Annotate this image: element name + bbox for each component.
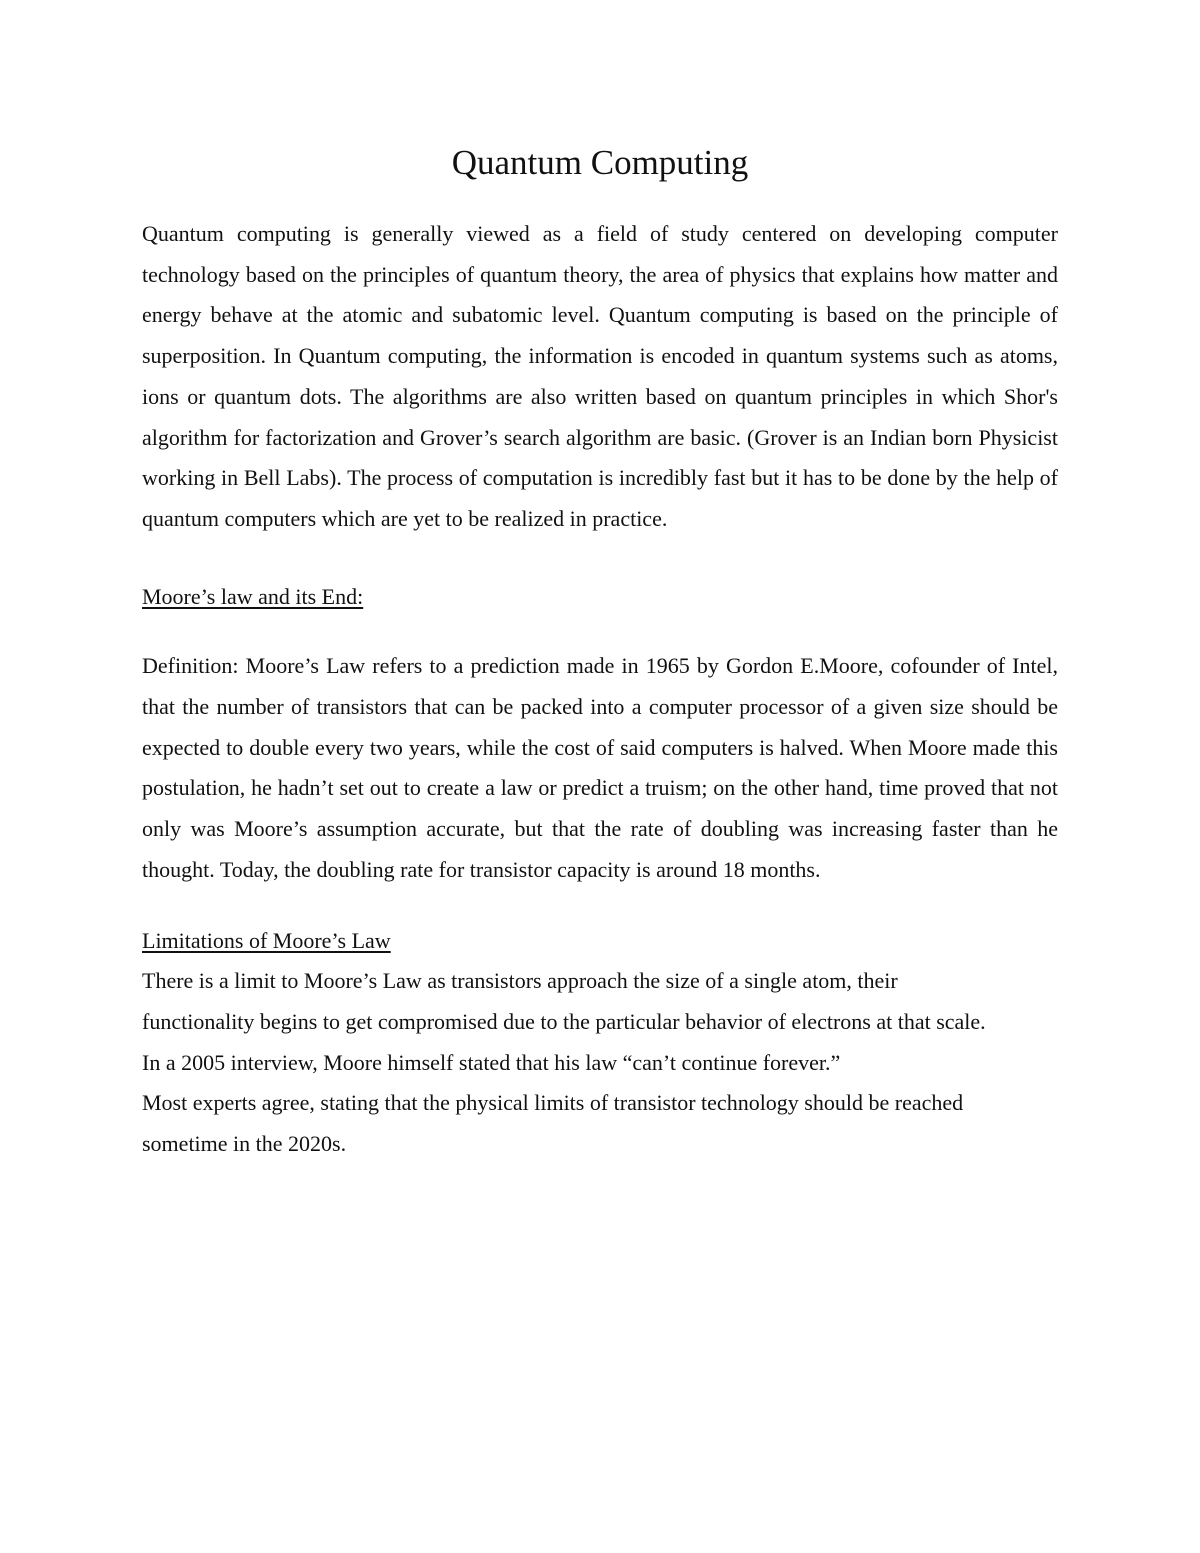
limitations-heading: Limitations of Moore’s Law <box>142 927 391 953</box>
document-content <box>142 140 1058 1165</box>
moore-law-heading: Moore’s law and its End: <box>142 583 364 609</box>
moore-law-definition-paragraph: Definition: Moore’s Law refers to a prediction made in 1965 by Gordon E.Moore, cofounder of Intel, that the number of transistors that can be packed into a computer processor of a given size should be expected to double every two years, while the cost of said computers is halved. When Moore made this postulation, he hadn’t set out to create a law or predict a truism; on the other hand, time proved that not only was Moore’s assumption accurate, but that the rate of doubling was increasing faster than he thought. Today, the doubling rate for transistor capacity is around 18 months. <box>142 653 1058 882</box>
document-title: Quantum Computing <box>451 143 749 182</box>
limitations-line: functionality begins to get compromised due to the particular behavior of electrons at that scale. <box>142 1008 986 1034</box>
intro-paragraph: Quantum computing is generally viewed as a field of study centered on developing computer technology based on the principles of quantum theory, the area of physics that explains how matter and energy behave at the atomic and subatomic level. Quantum computing is based on the principle of superposition. In Quantum computing, the information is encoded in quantum systems such as atoms, ions or quantum dots. The algorithms are also written based on quantum principles in which Shor's algorithm for factorization and Grover’s search algorithm are basic. (Grover is an Indian born Physicist working in Bell Labs). The process of computation is incredibly fast but it has to be done by the help of quantum computers which are yet to be realized in practice. <box>142 221 1058 531</box>
limitations-line: There is a limit to Moore’s Law as transistors approach the size of a single atom, their <box>142 968 898 994</box>
limitations-line: In a 2005 interview, Moore himself stated that his law “can’t continue forever.” <box>142 1049 841 1075</box>
limitations-line: sometime in the 2020s. <box>142 1131 347 1157</box>
limitations-line: Most experts agree, stating that the physical limits of transistor technology should be reached <box>142 1090 964 1116</box>
